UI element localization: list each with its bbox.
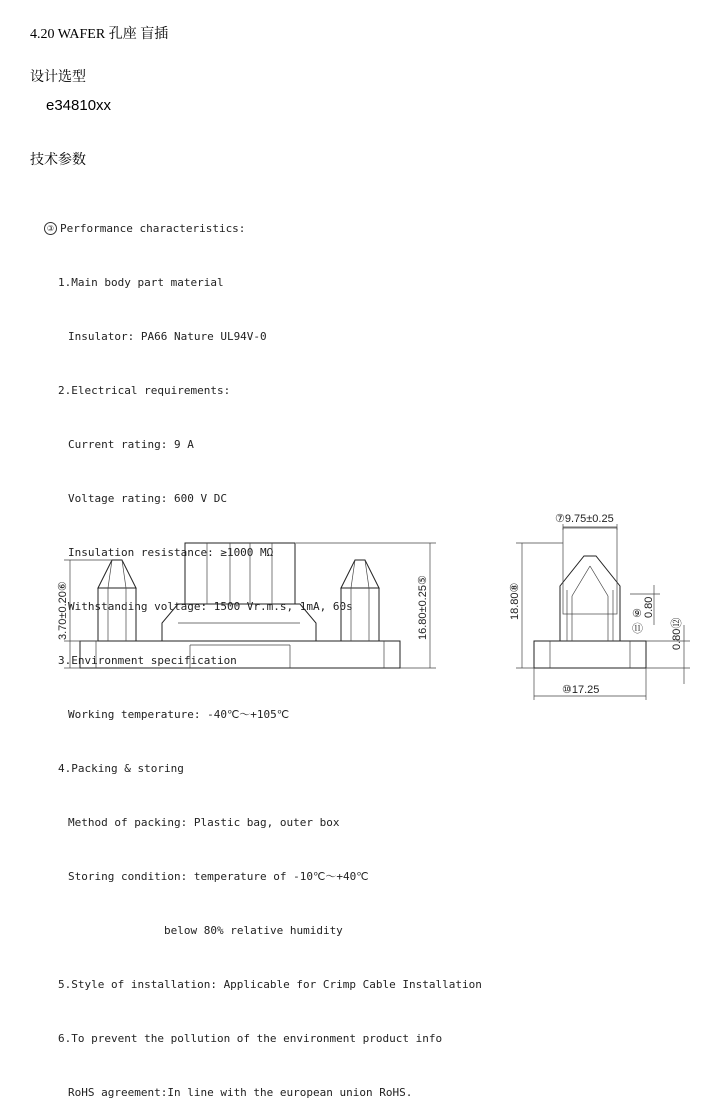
side-base [534,641,646,668]
dim-label-side-height: 18.80⑧ [509,582,521,620]
spec-line: Insulator: PA66 Nature UL94V-0 [68,330,267,343]
spec-line: 1.Main body part material [58,276,224,289]
section-title: 4.20 WAFER 孔座 盲插 [30,27,169,42]
central-housing [162,543,316,641]
spec-line: Working temperature: -40℃～+105℃ [68,708,290,721]
spec-line: 3.Environment specification [58,654,237,667]
spec-line: 6.To prevent the pollution of the environment product info [58,1032,443,1045]
dim-label-side-a-value: 0.80 [643,596,655,618]
right-peg [341,560,379,641]
spec-line: Storing condition: temperature of -10℃～+40℃ [68,870,369,883]
dim-label-top-width: ⑦9.75±0.25 [555,513,614,525]
left-peg [98,560,136,641]
spec-line: RoHS agreement:In line with the european union RoHS. [68,1086,413,1099]
spec-line: 2.Electrical requirements: [58,384,231,397]
spec-line: Current rating: 9 A [68,438,194,451]
spec-line: Withstanding voltage: 1500 Vr.m.s, 1mA, 60s [68,600,353,613]
dim-label-total-height: 16.80±0.25⑤ [417,575,429,640]
spec-line: 5.Style of installation: Applicable for Crimp Cable Installation [58,978,482,991]
dim-label-side-a: ⑨ [632,608,642,620]
spec-line: 4.Packing & storing [58,762,184,775]
dim-label-side-b: ⑪ [632,623,643,635]
spec-line: below 80% relative humidity [164,924,343,937]
dim-label-bottom-width: ⑩17.25 [562,684,600,696]
spec-line: Method of packing: Plastic bag, outer box [68,816,340,829]
dim-label-side-c: 0.80⑫ [671,617,683,650]
tech-section-heading: 技术参数 [30,152,86,168]
spec-heading-number: ③ [44,222,57,235]
front-view [64,543,436,668]
dim-label-left-height: 3.70±0.20⑥ [57,581,69,640]
spec-heading-text: Performance characteristics: [60,222,246,235]
spec-line: Insulation resistance: ≥1000 MΩ [68,546,274,559]
model-number: e34810xx [46,97,112,114]
side-view [516,524,690,700]
design-section-heading: 设计选型 [30,69,86,85]
spec-line: Voltage rating: 600 V DC [68,492,227,505]
